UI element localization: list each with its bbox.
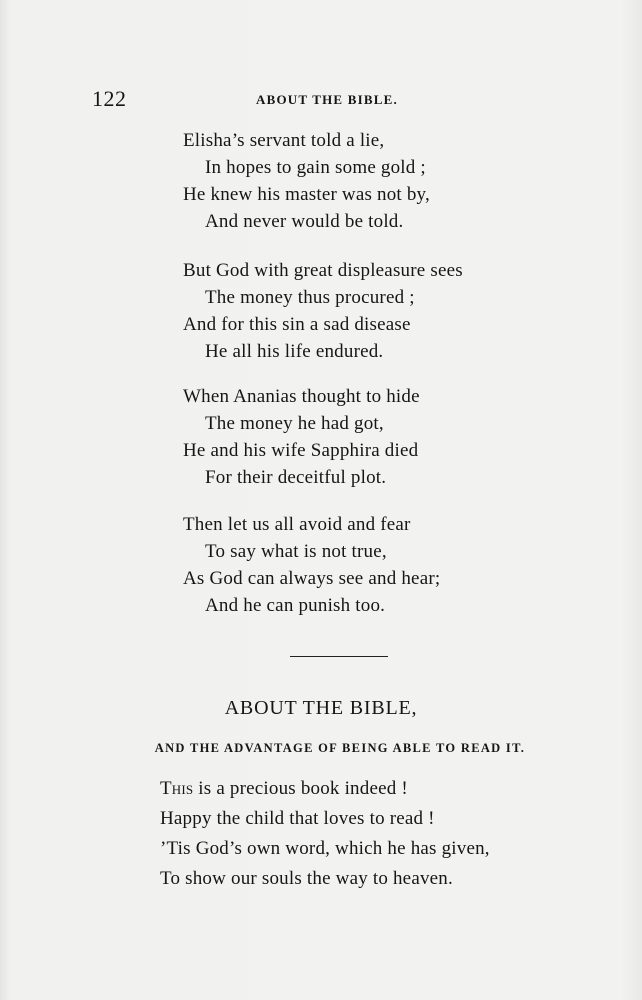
verse-line-rest: is a precious book indeed ! <box>193 778 408 799</box>
verse-line: And for this sin a sad disease <box>183 314 411 335</box>
stanza-3 <box>183 383 543 491</box>
verse-line: Then let us all avoid and fear <box>183 514 411 535</box>
verse-line: To say what is not true, <box>205 541 387 562</box>
verse-line: The money he had got, <box>205 413 384 434</box>
verse-line: In hopes to gain some gold ; <box>205 157 426 178</box>
verse-line: He knew his master was not by, <box>183 184 430 205</box>
bible-poem <box>160 774 580 894</box>
verse-line: He all his life endured. <box>205 341 384 362</box>
verse-line: Elisha’s servant told a lie, <box>183 130 385 151</box>
section-divider <box>290 656 388 657</box>
stanza-4 <box>183 511 543 619</box>
verse-line: To show our souls the way to heaven. <box>160 868 453 889</box>
verse-line: And he can punish too. <box>205 595 386 616</box>
section-title: ABOUT THE BIBLE, <box>224 697 418 719</box>
stanza-2 <box>183 257 543 365</box>
verse-line: He and his wife Sapphira died <box>183 440 419 461</box>
verse-line: For their deceitful plot. <box>205 467 387 488</box>
running-head: ABOUT THE BIBLE. <box>256 92 398 107</box>
verse-line: As God can always see and hear; <box>183 568 441 589</box>
section-subtitle: AND THE ADVANTAGE OF BEING ABLE TO READ IT. <box>154 741 526 755</box>
verse-line: And never would be told. <box>205 211 404 232</box>
opening-word: This <box>160 778 194 799</box>
verse-line <box>160 774 580 804</box>
verse-line: But God with great displeasure sees <box>183 260 463 281</box>
page-number: 122 <box>92 86 127 111</box>
verse-line: The money thus procured ; <box>205 287 415 308</box>
verse-line: ’Tis God’s own word, which he has given, <box>160 838 490 859</box>
stanza-1 <box>183 127 543 235</box>
verse-line: Happy the child that loves to read ! <box>160 808 435 829</box>
verse-line: When Ananias thought to hide <box>183 386 420 407</box>
